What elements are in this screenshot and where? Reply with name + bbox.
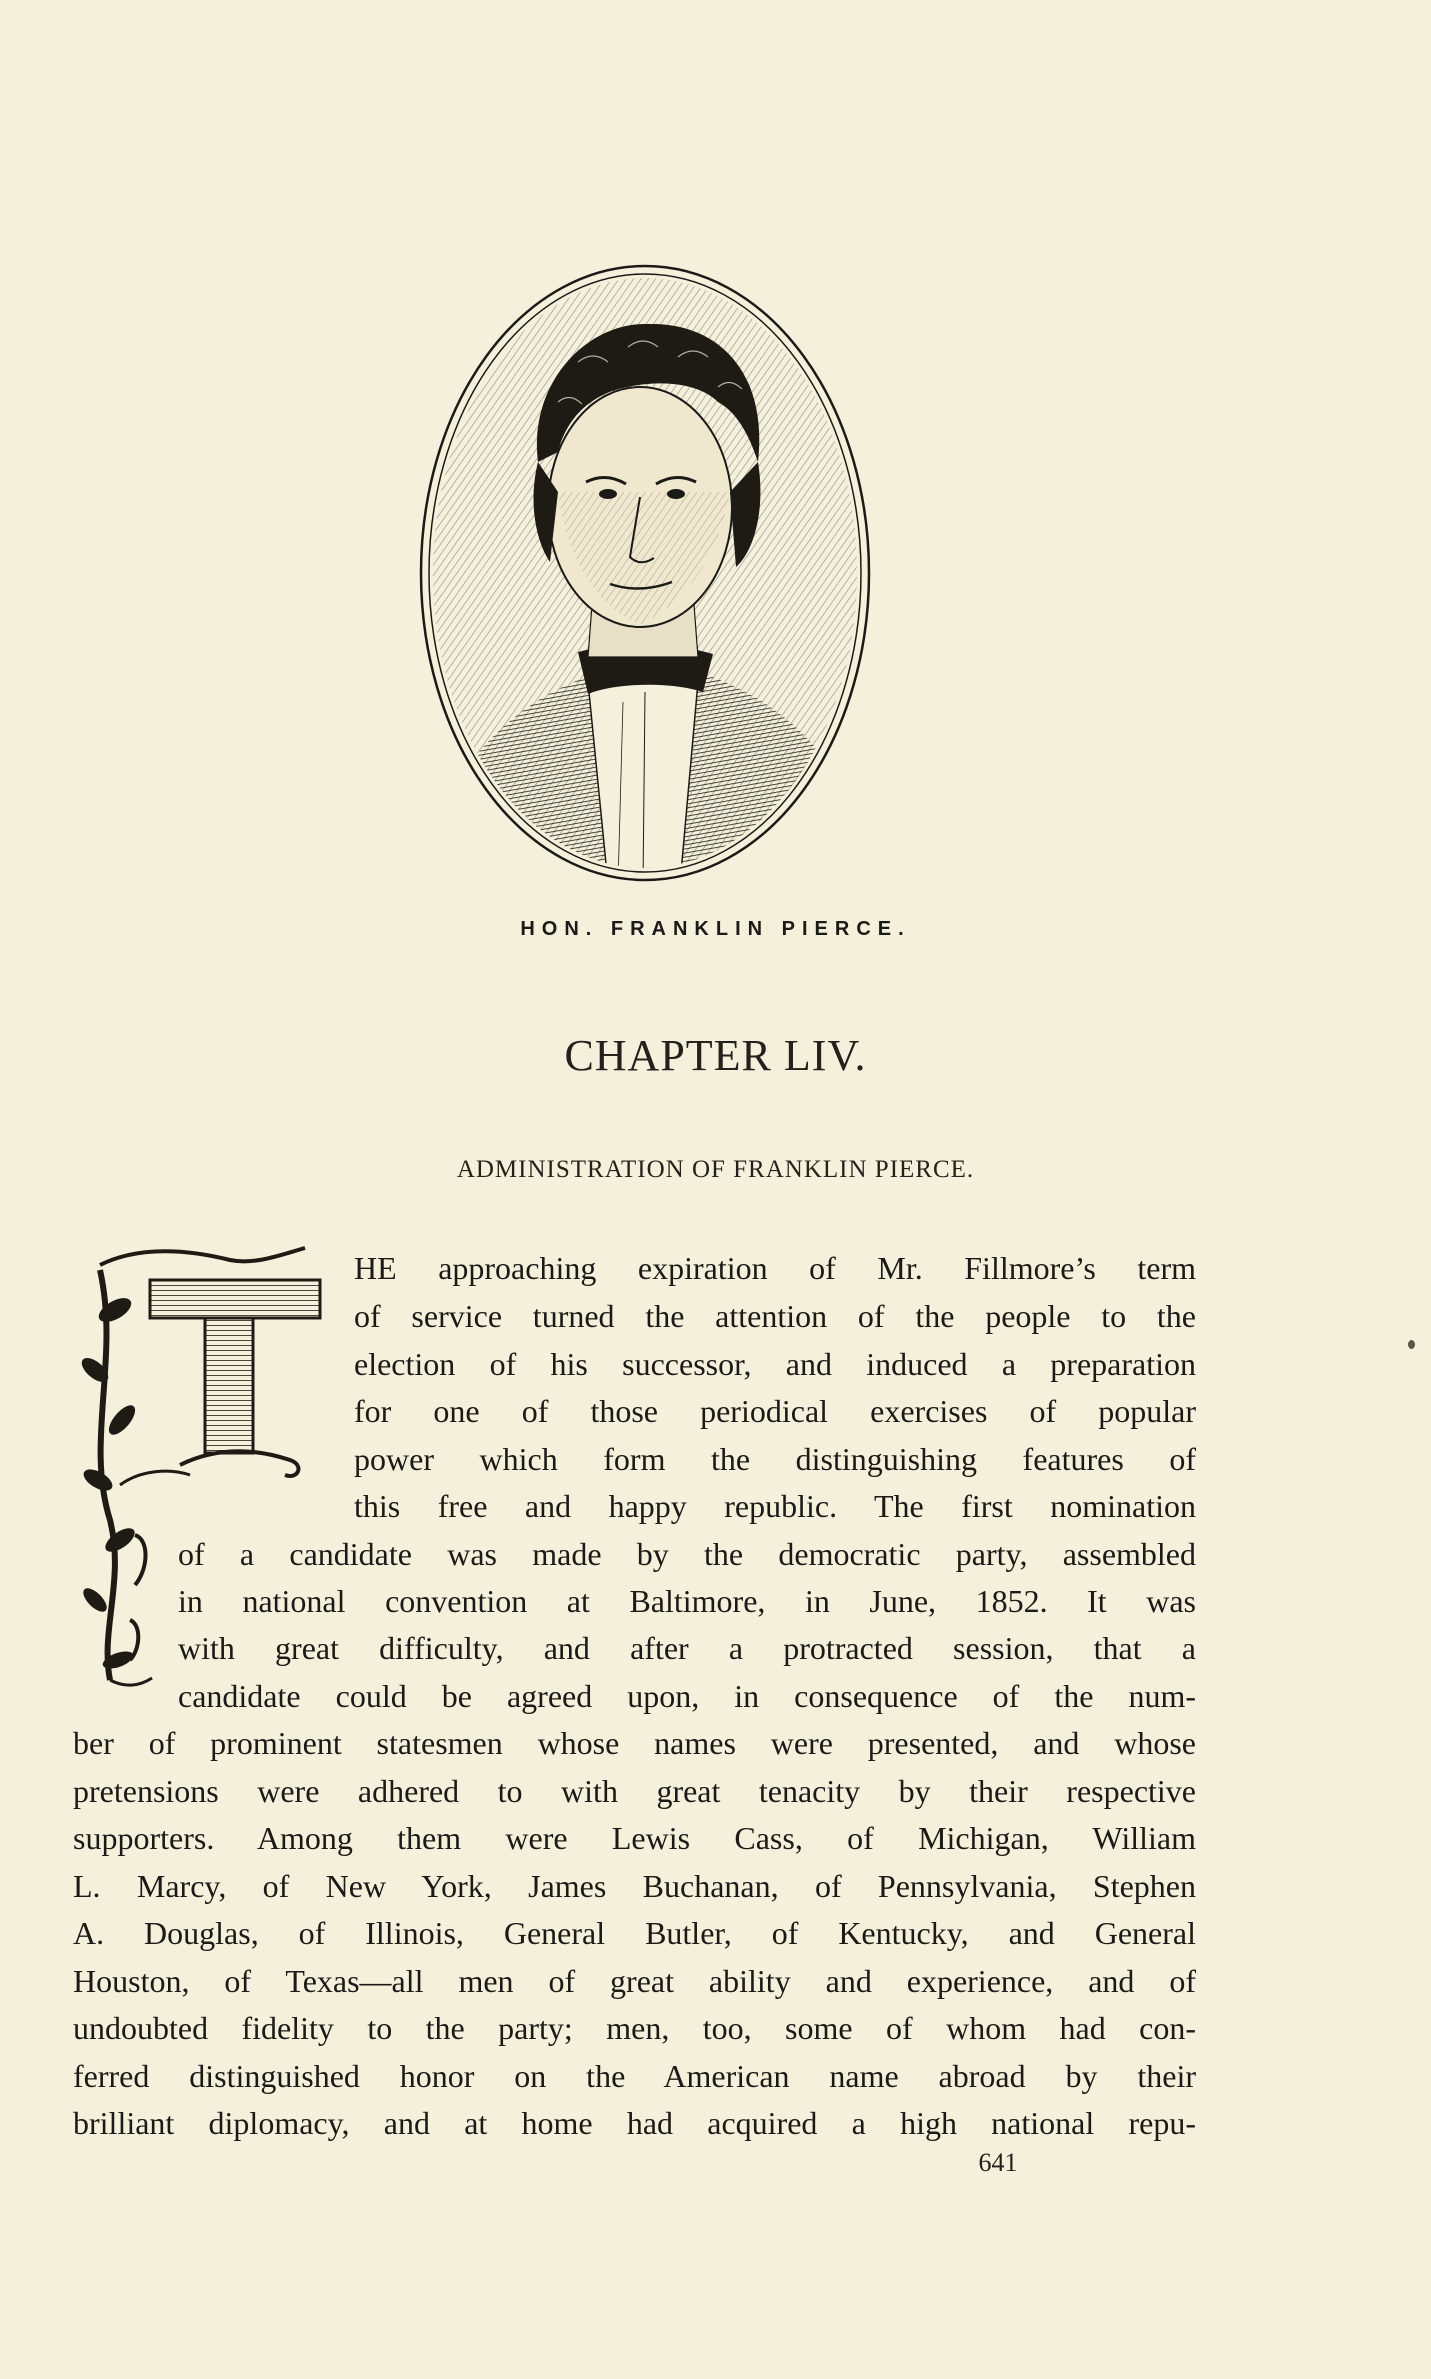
body-line-15: A. Douglas, of Illinois, General Butler, of Kentucky, and General [73,1915,1196,1951]
chapter-subtitle: ADMINISTRATION OF FRANKLIN PIERCE. [456,1156,975,1183]
body-line-2: of service turned the attention of the people to the [354,1298,1196,1334]
body-line-9: with great difficulty, and after a protracted session, that a [178,1630,1196,1666]
body-line-10: candidate could be agreed upon, in consequence of the num- [178,1678,1196,1714]
body-line-11: ber of prominent statesmen whose names were presented, and whose [73,1725,1196,1761]
body-line-4: for one of those periodical exercises of popular [354,1393,1196,1429]
body-line-13: supporters. Among them were Lewis Cass, of Michigan, William [73,1820,1196,1856]
body-line-7: of a candidate was made by the democratic party, assembled [178,1536,1196,1572]
body-line-14: L. Marcy, of New York, James Buchanan, of Pennsylvania, Stephen [73,1868,1196,1904]
body-line-5: power which form the distinguishing features of [354,1441,1196,1477]
body-line-8: in national convention at Baltimore, in June, 1852. It was [178,1583,1196,1619]
ink-speck [1408,1340,1415,1349]
portrait-caption: HON. FRANKLIN PIERCE. [520,918,911,940]
decorated-initial [80,1240,330,1690]
body-line-12: pretensions were adhered to with great tenacity by their respective [73,1773,1196,1809]
body-line-17: undoubted fidelity to the party; men, too, some of whom had con- [73,2010,1196,2046]
body-line-19: brilliant diplomacy, and at home had acquired a high national repu- [73,2105,1196,2141]
chapter-title: CHAPTER LIV. [564,1031,867,1080]
body-line-16: Houston, of Texas—all men of great ability and experience, and of [73,1963,1196,1999]
portrait-engraving [418,262,872,884]
body-line-3: election of his successor, and induced a preparation [354,1346,1196,1382]
page-number: 641 [978,2148,1018,2177]
body-line-1: HE approaching expiration of Mr. Fillmore’s term [354,1250,1196,1286]
body-line-18: ferred distinguished honor on the American name abroad by their [73,2058,1196,2094]
body-line-6: this free and happy republic. The first nomination [354,1488,1196,1524]
